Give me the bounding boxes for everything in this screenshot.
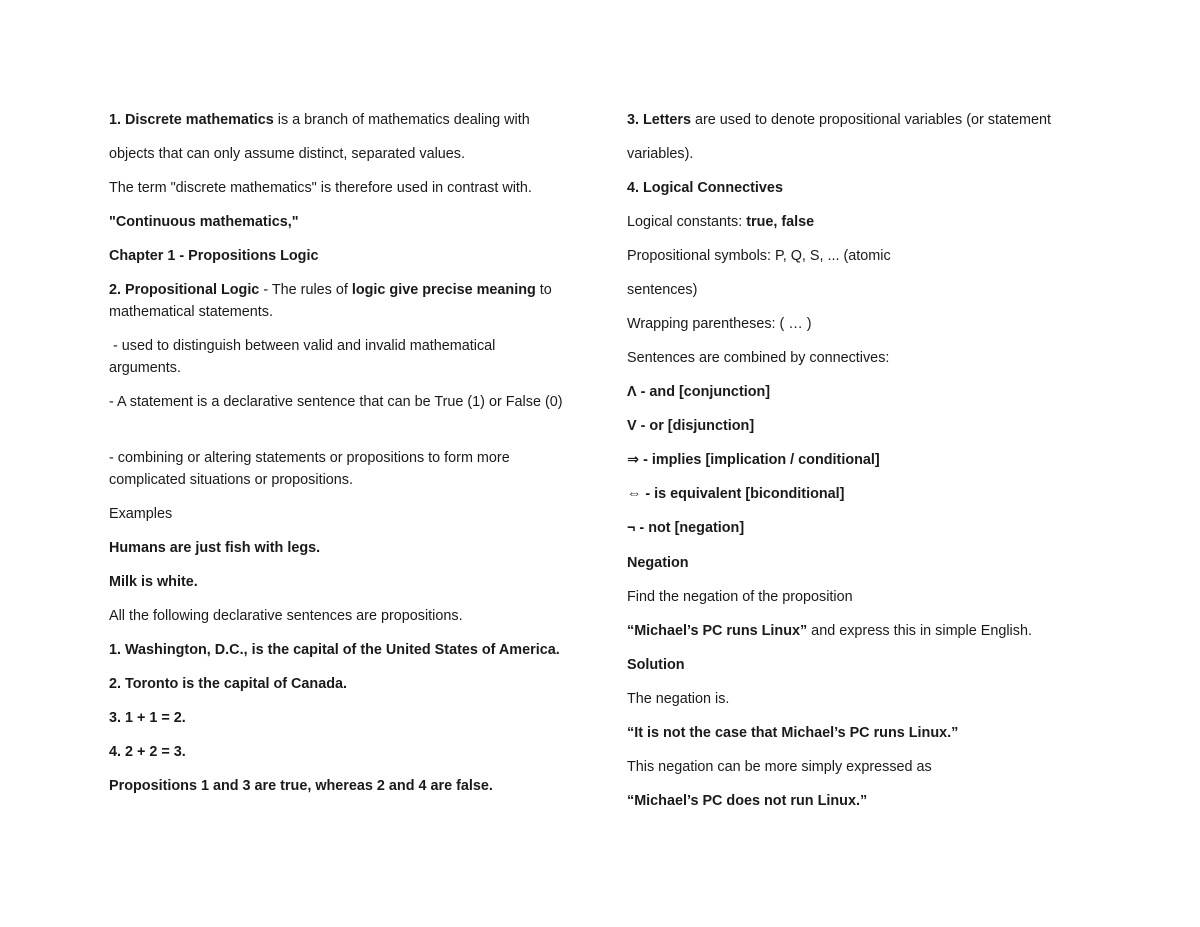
negation-is: The negation is.	[627, 691, 730, 707]
connective-and-label: - and [conjunction]	[640, 384, 771, 400]
negation-quote-simple: “Michael’s PC does not run Linux.”	[627, 793, 868, 809]
example-1: Humans are just fish with legs.	[109, 540, 321, 556]
proposition-1: 1. Washington, D.C., is the capital of the United States of America.	[109, 642, 560, 658]
all-following: All the following declarative sentences are propositions.	[109, 608, 463, 624]
connective-implies	[627, 449, 880, 471]
proposition-2: 2. Toronto is the capital of Canada.	[109, 676, 348, 692]
example-2: Milk is white.	[109, 574, 198, 590]
propositional-logic-emphasis: logic give precise meaning	[351, 282, 536, 298]
connective-equivalent-label: - is equivalent [biconditional]	[645, 486, 845, 502]
discrete-math-text: is a branch of mathematics dealing with	[273, 112, 530, 128]
paragraph-propositional-logic	[109, 279, 569, 323]
connective-and	[627, 381, 770, 403]
discrete-math-line2: objects that can only assume distinct, separated values.	[109, 146, 465, 162]
not-symbol-icon: ¬	[627, 520, 636, 536]
letters-heading: 3. Letters	[627, 112, 691, 128]
wrapping-parentheses: Wrapping parentheses: ( … )	[627, 316, 812, 332]
propositional-symbols: Propositional symbols: P, Q, S, ... (atomic	[627, 248, 891, 264]
propositional-logic-heading: 2. Propositional Logic	[109, 282, 260, 298]
propositional-symbols-line2: sentences)	[627, 282, 698, 298]
logical-constants	[627, 211, 814, 233]
combining-statements: - combining or altering statements or propositions to form more complicated situations or propositions.	[109, 450, 510, 488]
connective-or-label: - or [disjunction]	[640, 418, 755, 434]
simply-expressed: This negation can be more simply expressed as	[627, 759, 932, 775]
connective-equivalent	[627, 483, 844, 505]
implies-arrow-icon: ⇒	[627, 452, 640, 468]
and-symbol-icon: Λ	[627, 384, 637, 400]
solution-heading: Solution	[627, 657, 685, 673]
discrete-math-heading: 1. Discrete mathematics	[109, 112, 274, 128]
negation-quote-line	[627, 620, 1032, 642]
term-line: The term "discrete mathematics" is therefore used in contrast with.	[109, 180, 532, 196]
connective-implies-label: - implies [implication / conditional]	[643, 452, 880, 468]
negation-quote-rest: and express this in simple English.	[807, 623, 1032, 639]
equivalent-arrow-icon: ⇔	[627, 486, 642, 502]
logical-connectives-heading: 4. Logical Connectives	[627, 180, 783, 196]
propositions-conclusion: Propositions 1 and 3 are true, whereas 2 and 4 are false.	[109, 778, 493, 794]
connective-not-label: - not [negation]	[639, 520, 745, 536]
logical-constants-label: Logical constants:	[627, 214, 747, 230]
letters-line2: variables).	[627, 146, 694, 162]
used-to-distinguish: - used to distinguish between valid and invalid mathematical arguments.	[109, 338, 500, 376]
propositional-logic-text-c: to mathematical statements.	[109, 282, 552, 320]
or-symbol-icon: V	[627, 418, 637, 434]
logical-constants-value: true, false	[746, 214, 815, 230]
chapter-title: Chapter 1 - Propositions Logic	[109, 248, 319, 264]
negation-quote: “Michael’s PC runs Linux”	[627, 623, 808, 639]
examples-label: Examples	[109, 506, 173, 522]
negation-heading: Negation	[627, 555, 689, 571]
continuous-math: "Continuous mathematics,"	[109, 214, 299, 230]
statement-definition: - A statement is a declarative sentence that can be True (1) or False (0)	[109, 394, 563, 410]
connective-not	[627, 517, 744, 539]
find-negation: Find the negation of the proposition	[627, 589, 853, 605]
proposition-3: 3. 1 + 1 = 2.	[109, 710, 186, 726]
sentences-combined: Sentences are combined by connectives:	[627, 350, 890, 366]
propositional-logic-text-a: - The rules of	[259, 282, 352, 298]
negation-quote-full: “It is not the case that Michael’s PC runs Linux.”	[627, 725, 959, 741]
letters-text: are used to denote propositional variables (or statement	[691, 112, 1051, 128]
proposition-4: 4. 2 + 2 = 3.	[109, 744, 186, 760]
connective-or	[627, 415, 754, 437]
paragraph-letters	[627, 109, 1051, 131]
paragraph-discrete-math	[109, 109, 530, 131]
